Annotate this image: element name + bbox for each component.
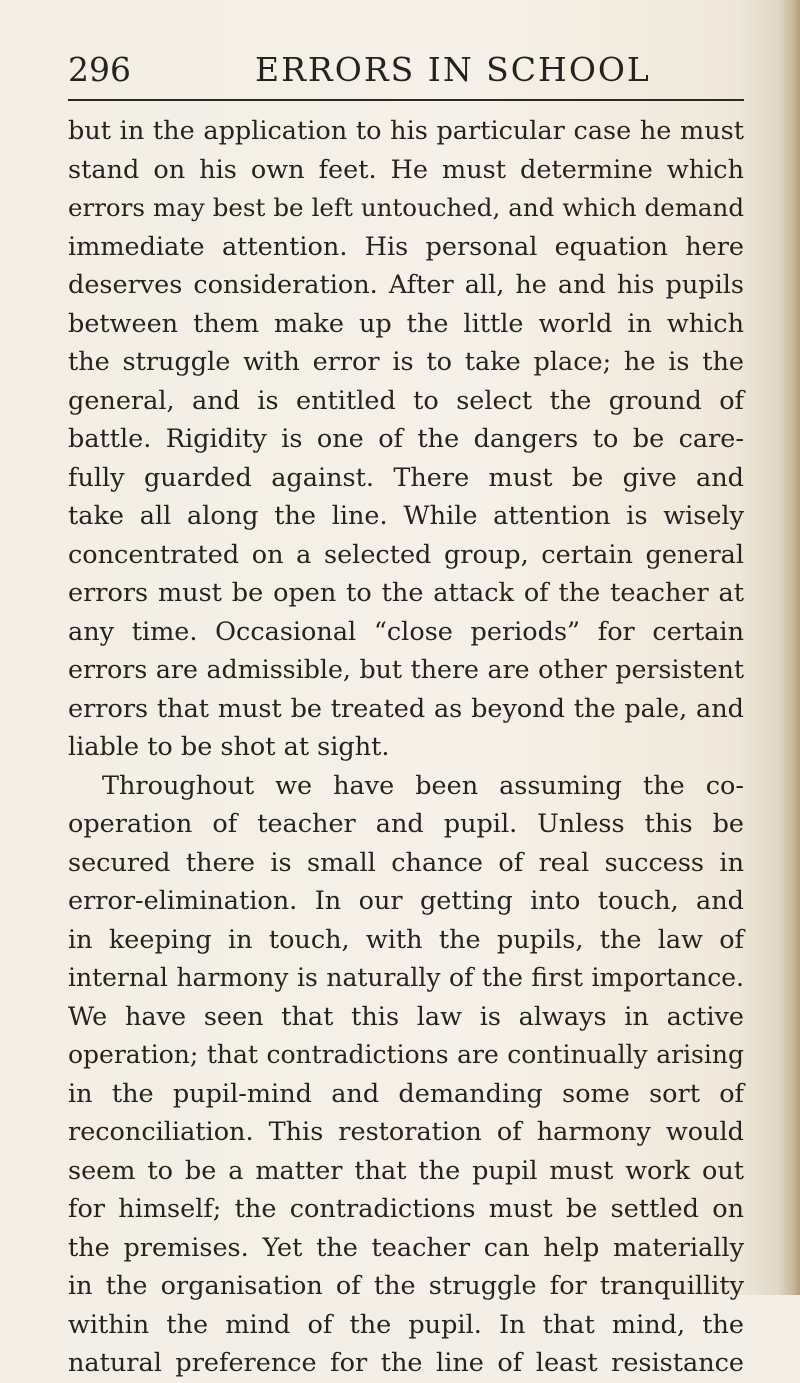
text-line: operation of teacher and pupil. Unless this be xyxy=(68,809,744,839)
text-line: errors are admissible, but there are other persistent xyxy=(68,655,744,684)
text-line: stand on his own feet. He must determine which xyxy=(68,154,744,185)
text-line: deserves consideration. After all, he and his pupils xyxy=(68,270,744,300)
text-line: battle. Rigidity is one of the dangers to be care- xyxy=(68,424,744,454)
text-line: errors that must be treated as beyond the pale, and xyxy=(68,693,744,724)
text-line: the struggle with error is to take place; he is the xyxy=(68,347,744,377)
text-line: in the pupil-mind and demanding some sort of xyxy=(68,1078,744,1109)
running-title: ERRORS IN SCHOOL xyxy=(255,50,651,89)
text-line: within the mind of the pupil. In that mind, the xyxy=(68,1309,744,1340)
body-text xyxy=(68,112,744,1383)
text-line: seem to be a matter that the pupil must work out xyxy=(68,1155,744,1186)
text-line: internal harmony is naturally of the first importance. xyxy=(68,963,744,992)
text-line: liable to be shot at sight. xyxy=(68,732,390,762)
header-rule xyxy=(68,99,744,101)
text-line: in keeping in touch, with the pupils, the law of xyxy=(68,924,744,955)
page-number: 296 xyxy=(68,50,131,89)
text-line: any time. Occasional “close periods” for certain xyxy=(68,616,744,647)
text-line: concentrated on a selected group, certain general xyxy=(68,539,744,570)
text-line: We have seen that this law is always in active xyxy=(68,1001,744,1032)
text-line: general, and is entitled to select the ground of xyxy=(68,385,744,416)
text-line: in the organisation of the struggle for tranquillity xyxy=(68,1271,744,1301)
text-line: operation; that contradictions are continually arising xyxy=(68,1040,744,1069)
paragraph-first-line: Throughout we have been assuming the co- xyxy=(102,770,744,801)
text-line: reconciliation. This restoration of harmony would xyxy=(68,1117,744,1147)
text-line: error-elimination. In our getting into touch, and xyxy=(68,886,744,916)
text-line: errors may best be left untouched, and which demand xyxy=(68,193,744,222)
text-line: between them make up the little world in which xyxy=(68,308,744,339)
page-header xyxy=(68,46,744,100)
text-line: natural preference for the line of least resistance xyxy=(68,1348,744,1378)
text-line: take all along the line. While attention is wisely xyxy=(68,501,744,531)
text-line: fully guarded against. There must be give and xyxy=(68,462,744,493)
text-line: secured there is small chance of real success in xyxy=(68,847,744,878)
page-edge-shadow xyxy=(778,0,800,1295)
text-line: for himself; the contradictions must be settled on xyxy=(68,1194,744,1224)
text-line: but in the application to his particular case he must xyxy=(68,116,744,146)
text-line: the premises. Yet the teacher can help materially xyxy=(68,1232,744,1263)
text-line: immediate attention. His personal equation here xyxy=(68,231,744,262)
text-line: errors must be open to the attack of the teacher at xyxy=(68,578,744,608)
